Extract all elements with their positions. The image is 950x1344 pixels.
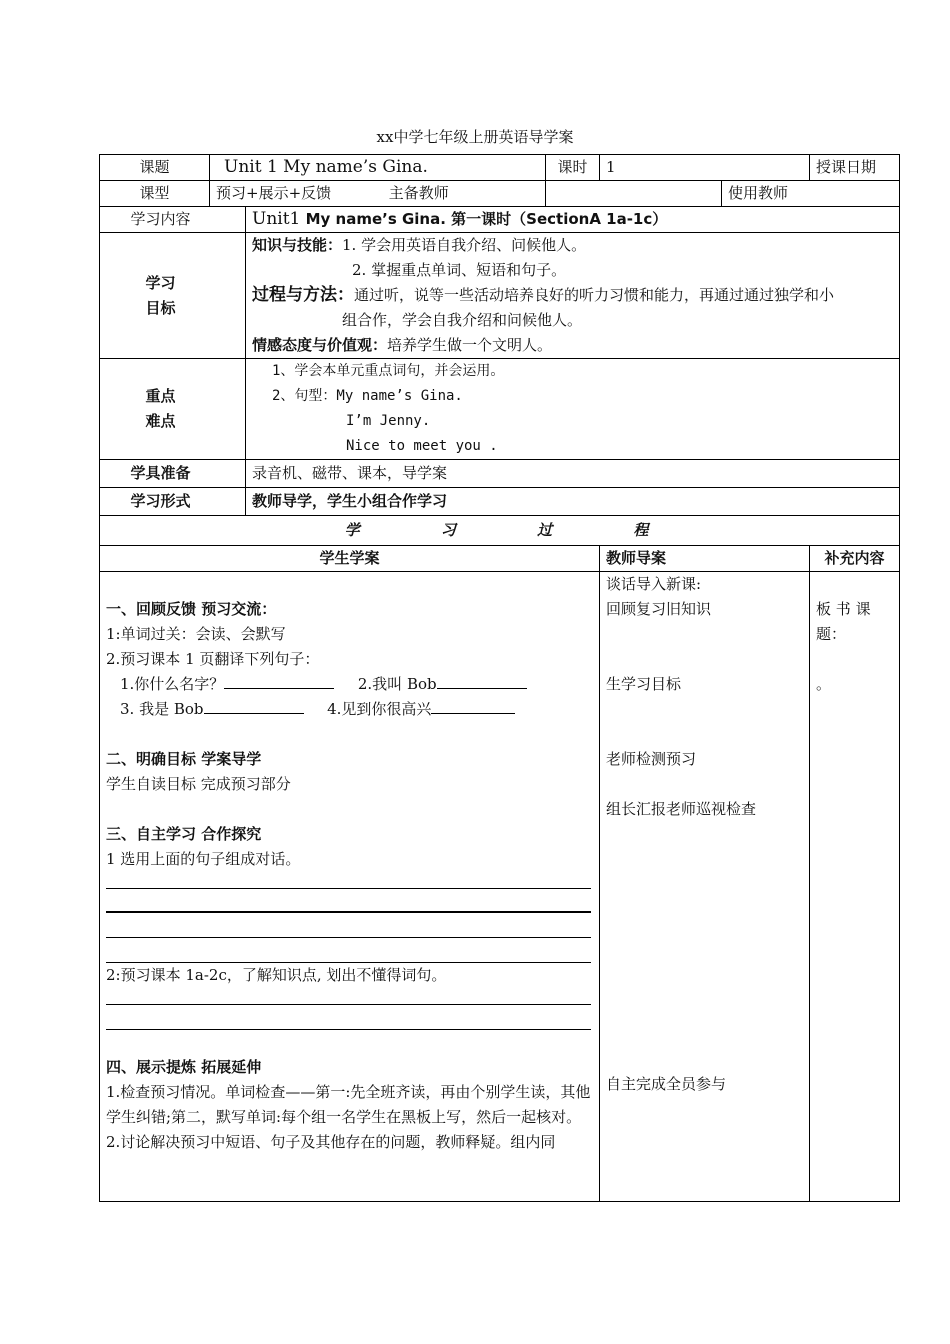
value-form: 教师导学，学生小组合作学习 bbox=[246, 488, 900, 516]
answer-line bbox=[106, 913, 591, 938]
col-teacher: 教师导案 bbox=[600, 546, 810, 572]
lesson-plan-table bbox=[99, 154, 899, 1202]
student-plan: 一、回顾反馈 预习交流： 1:单词过关：会读、会默写 2.预习课本 1 页翻译下列句子： 1.你什么名字？ 2.我叫 Bob 3. 我是 Bob 4.见到你很高兴 二、明确目标 学案导学 学生自读目标 完成预习部分 三、自主学习 合作探究 1 选用上面的句子组成对话。 2:预习课本 1a-2c，了解知识点, 划出不懂得词句。 四、展示提炼 拓展延伸 1.检查预习情况。单词检查——第一:先全班齐读，再由个别学生读，其他学生纠错;第二，默写单词:每个组一名学生在黑板上写，然后一起核对。 2.讨论解决预习中短语、句子及其他存在的问题，教师释疑。组内同 bbox=[100, 572, 600, 1202]
label-main-teacher: 主备教师 bbox=[388, 184, 449, 202]
label-topic: 课题 bbox=[100, 155, 210, 181]
extra-content: 板 书 课 题： 。 bbox=[810, 572, 900, 1202]
value-tools: 录音机、磁带、课本，导学案 bbox=[246, 460, 900, 488]
label-date: 授课日期 bbox=[810, 155, 900, 181]
answer-line bbox=[106, 889, 591, 913]
col-student: 学生学案 bbox=[100, 546, 600, 572]
value-main-teacher bbox=[546, 181, 722, 207]
label-user-teacher: 使用教师 bbox=[722, 181, 900, 207]
key-points-content: 1、学会本单元重点词句，并会运用。 2、句型：My name’s Gina. I’m Jenny. Nice to meet you . bbox=[246, 359, 900, 460]
label-period: 课时 bbox=[546, 155, 600, 181]
label-goals: 学习 目标 bbox=[100, 233, 246, 359]
value-period: 1 bbox=[600, 155, 810, 181]
document-title: xx中学七年级上册英语导学案 bbox=[376, 128, 574, 146]
answer-line bbox=[106, 988, 591, 1005]
goals-content: 知识与技能：1. 学会用英语自我介绍、问候他人。 2. 掌握重点单词、短语和句子。 过程与方法：通过听，说等一些活动培养良好的听力习惯和能力，再通过通过独学和小 组合作，学会自我介绍和问候他人。 情感态度与价值观：培养学生做一个文明人。 bbox=[246, 233, 900, 359]
label-type: 课型 bbox=[100, 181, 210, 207]
answer-line bbox=[106, 872, 591, 889]
process-title: 学 习 过 程 bbox=[100, 516, 900, 546]
value-type: 预习+展示+反馈 主备教师 bbox=[210, 181, 546, 207]
value-topic: Unit 1 My name’s Gina. bbox=[210, 155, 546, 181]
col-extra: 补充内容 bbox=[810, 546, 900, 572]
label-key-points: 重点 难点 bbox=[100, 359, 246, 460]
answer-line bbox=[106, 1005, 591, 1030]
answer-line bbox=[106, 938, 591, 963]
teacher-plan: 谈话导入新课: 回顾复习旧知识 生学习目标 老师检测预习 组长汇报老师巡视检查 自主完成全员参与 bbox=[600, 572, 810, 1202]
label-form: 学习形式 bbox=[100, 488, 246, 516]
label-tools: 学具准备 bbox=[100, 460, 246, 488]
label-content: 学习内容 bbox=[100, 207, 246, 233]
value-content: Unit1 My name’s Gina. 第一课时（SectionA 1a-1c） bbox=[246, 207, 900, 233]
